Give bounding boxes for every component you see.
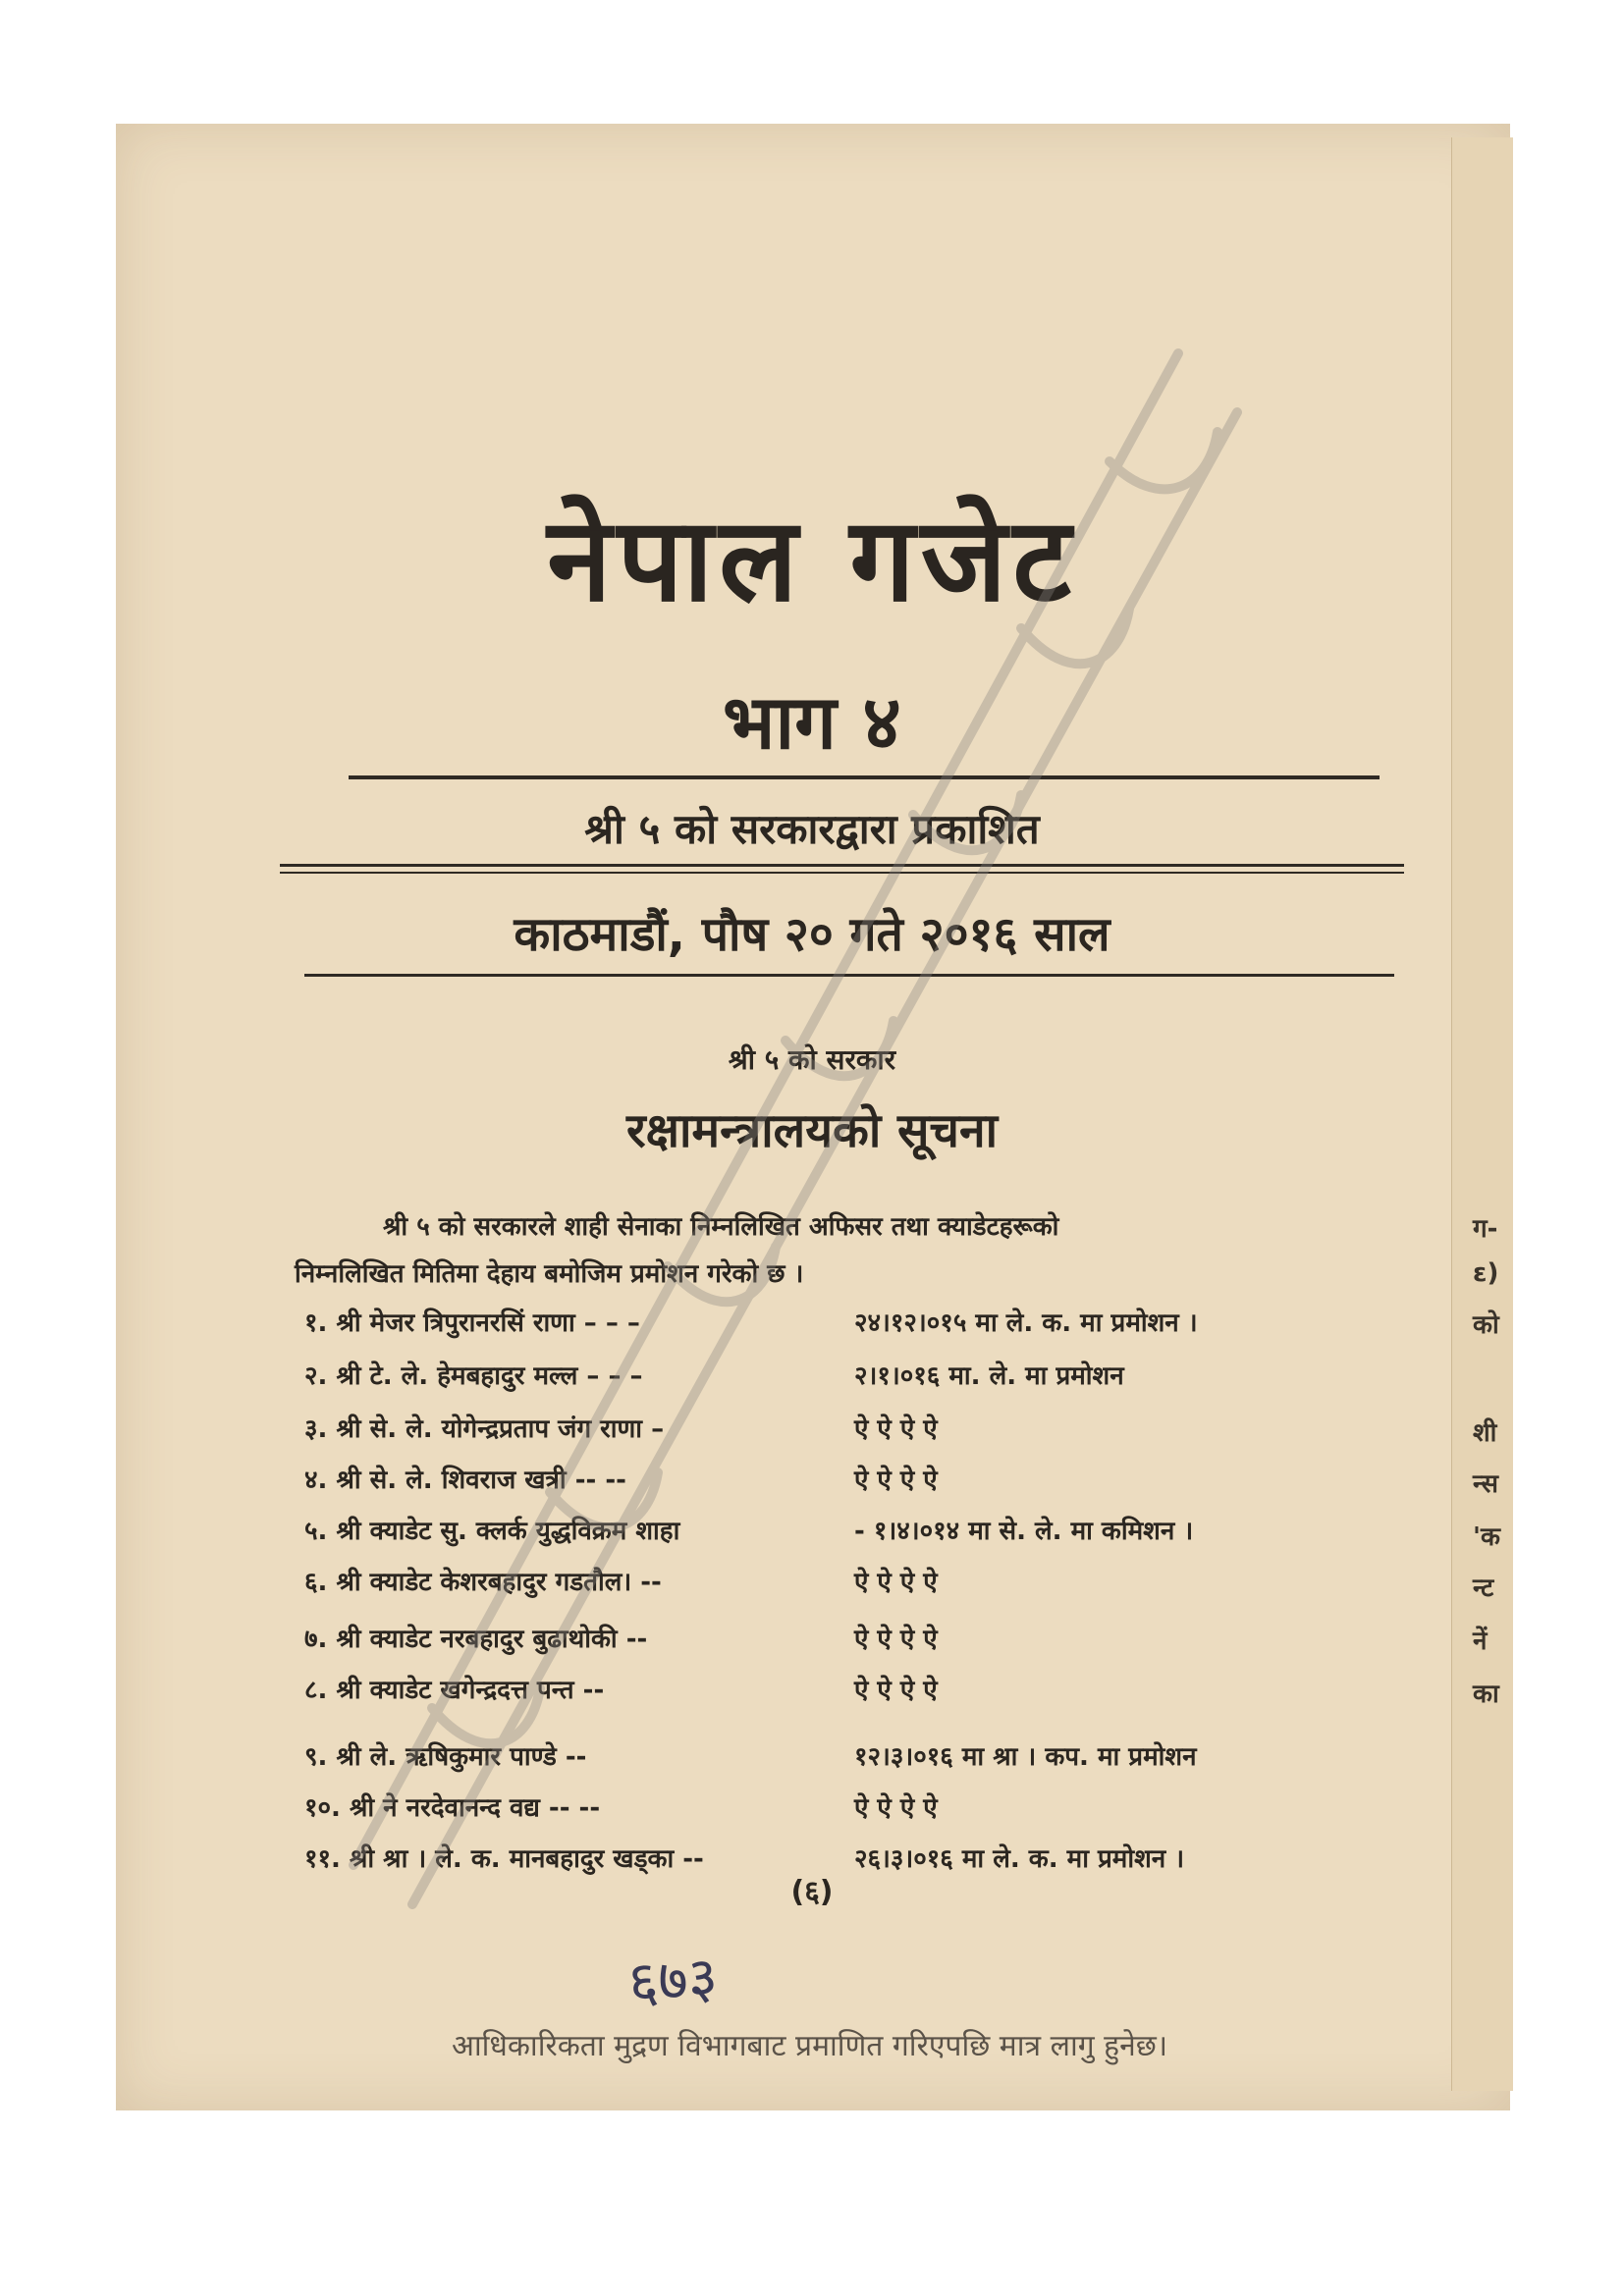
margin-fragment: 'क (1473, 1522, 1500, 1552)
list-item (304, 1671, 1434, 1710)
divider-double-1 (280, 864, 1404, 867)
list-item (304, 1563, 1434, 1602)
divider-top (349, 775, 1380, 779)
list-item (304, 1789, 1434, 1828)
promotion-detail: ऐ ऐ ऐ ऐ (854, 1466, 938, 1495)
margin-fragment: न्ट (1473, 1574, 1494, 1603)
margin-fragment: ε) (1473, 1258, 1499, 1288)
gazette-part: भाग ४ (723, 678, 901, 766)
divider-double-2 (280, 872, 1404, 874)
officer-name: ५. श्री क्याडेट सु. क्लर्क युद्धविक्रम शाहा (304, 1517, 680, 1546)
promotion-detail: २।१।०१६ मा. ले. मा प्रमोशन (854, 1362, 1124, 1391)
margin-fragment: को (1473, 1310, 1499, 1340)
dateline: काठमाडौं, पौष २० गते २०१६ साल (514, 907, 1110, 962)
officer-name: ३. श्री से. ले. योगेन्द्रप्रताप जंग राणा – (304, 1415, 665, 1444)
officer-name: १०. श्री ने नरदेवानन्द वद्य -- -- (304, 1793, 601, 1823)
margin-fragment: का (1473, 1680, 1499, 1709)
officer-name: ६. श्री क्याडेट केशरबहादुर गडतौल। -- (304, 1568, 662, 1597)
list-item (304, 1461, 1434, 1500)
notice-heading: रक्षामन्त्रालयको सूचना (625, 1103, 999, 1158)
officer-name: ७. श्री क्याडेट नरबहादुर बुढाथोकी -- (304, 1625, 648, 1654)
margin-fragment: नें (1473, 1627, 1488, 1656)
list-item (304, 1737, 1434, 1777)
list-item (304, 1357, 1434, 1396)
officer-name: ८. श्री क्याडेट खगेन्द्रदत्त पन्त -- (304, 1676, 605, 1705)
officer-name: ९. श्री ले. ऋषिकुमार पाण्डे -- (304, 1742, 587, 1772)
list-item (304, 1304, 1434, 1343)
government-line: श्री ५ को सरकार (728, 1043, 896, 1076)
promotion-detail: - १।४।०१४ मा से. ले. मा कमिशन । (854, 1517, 1194, 1546)
gazette-title: नेपाल गजेट (547, 492, 1077, 627)
handwritten-number: ६७३ (625, 1943, 720, 2017)
promotion-detail: ऐ ऐ ऐ ऐ (854, 1568, 938, 1597)
promotion-detail: ऐ ऐ ऐ ऐ (854, 1676, 938, 1705)
officer-name: १. श्री मेजर त्रिपुरानरसिं राणा – – – (304, 1308, 640, 1338)
officer-name: २. श्री टे. ले. हेमबहादुर मल्ल – – – (304, 1362, 643, 1391)
list-item (304, 1410, 1434, 1449)
promotion-detail: ऐ ऐ ऐ ऐ (854, 1415, 938, 1444)
margin-fragment: न्स (1473, 1469, 1498, 1499)
officer-name: ११. श्री श्रा । ले. क. मानबहादुर खड्का -- (304, 1844, 704, 1874)
promotion-detail: २४।१२।०१५ मा ले. क. मा प्रमोशन । (854, 1308, 1198, 1338)
page-number: (६) (790, 1875, 834, 1909)
margin-fragment: शी (1473, 1418, 1497, 1448)
publisher-line: श्री ५ को सरकारद्वारा प्रकाशित (584, 805, 1040, 853)
intro-line-1: श्री ५ को सरकारले शाही सेनाका निम्नलिखित अफिसर तथा क्याडेटहरूको (383, 1212, 1059, 1242)
promotion-detail: ऐ ऐ ऐ ऐ (854, 1625, 938, 1654)
promotion-detail: २६।३।०१६ मा ले. क. मा प्रमोशन । (854, 1844, 1185, 1874)
promotion-detail: १२।३।०१६ मा श्रा । कप. मा प्रमोशन (854, 1742, 1197, 1772)
divider-bottom (304, 974, 1394, 977)
promotion-detail: ऐ ऐ ऐ ऐ (854, 1793, 938, 1823)
intro-line-2: निम्नलिखित मितिमा देहाय बमोजिम प्रमोशन गरेको छ । (295, 1259, 804, 1289)
officer-name: ४. श्री से. ले. शिवराज खत्री -- -- (304, 1466, 626, 1495)
list-item (304, 1512, 1434, 1551)
margin-fragment: ग- (1473, 1214, 1498, 1244)
list-item (304, 1620, 1434, 1659)
footer-note: आधिकारिकता मुद्रण विभागबाट प्रमाणित गरिएपछि मात्र लागु हुनेछ। (452, 2029, 1168, 2063)
